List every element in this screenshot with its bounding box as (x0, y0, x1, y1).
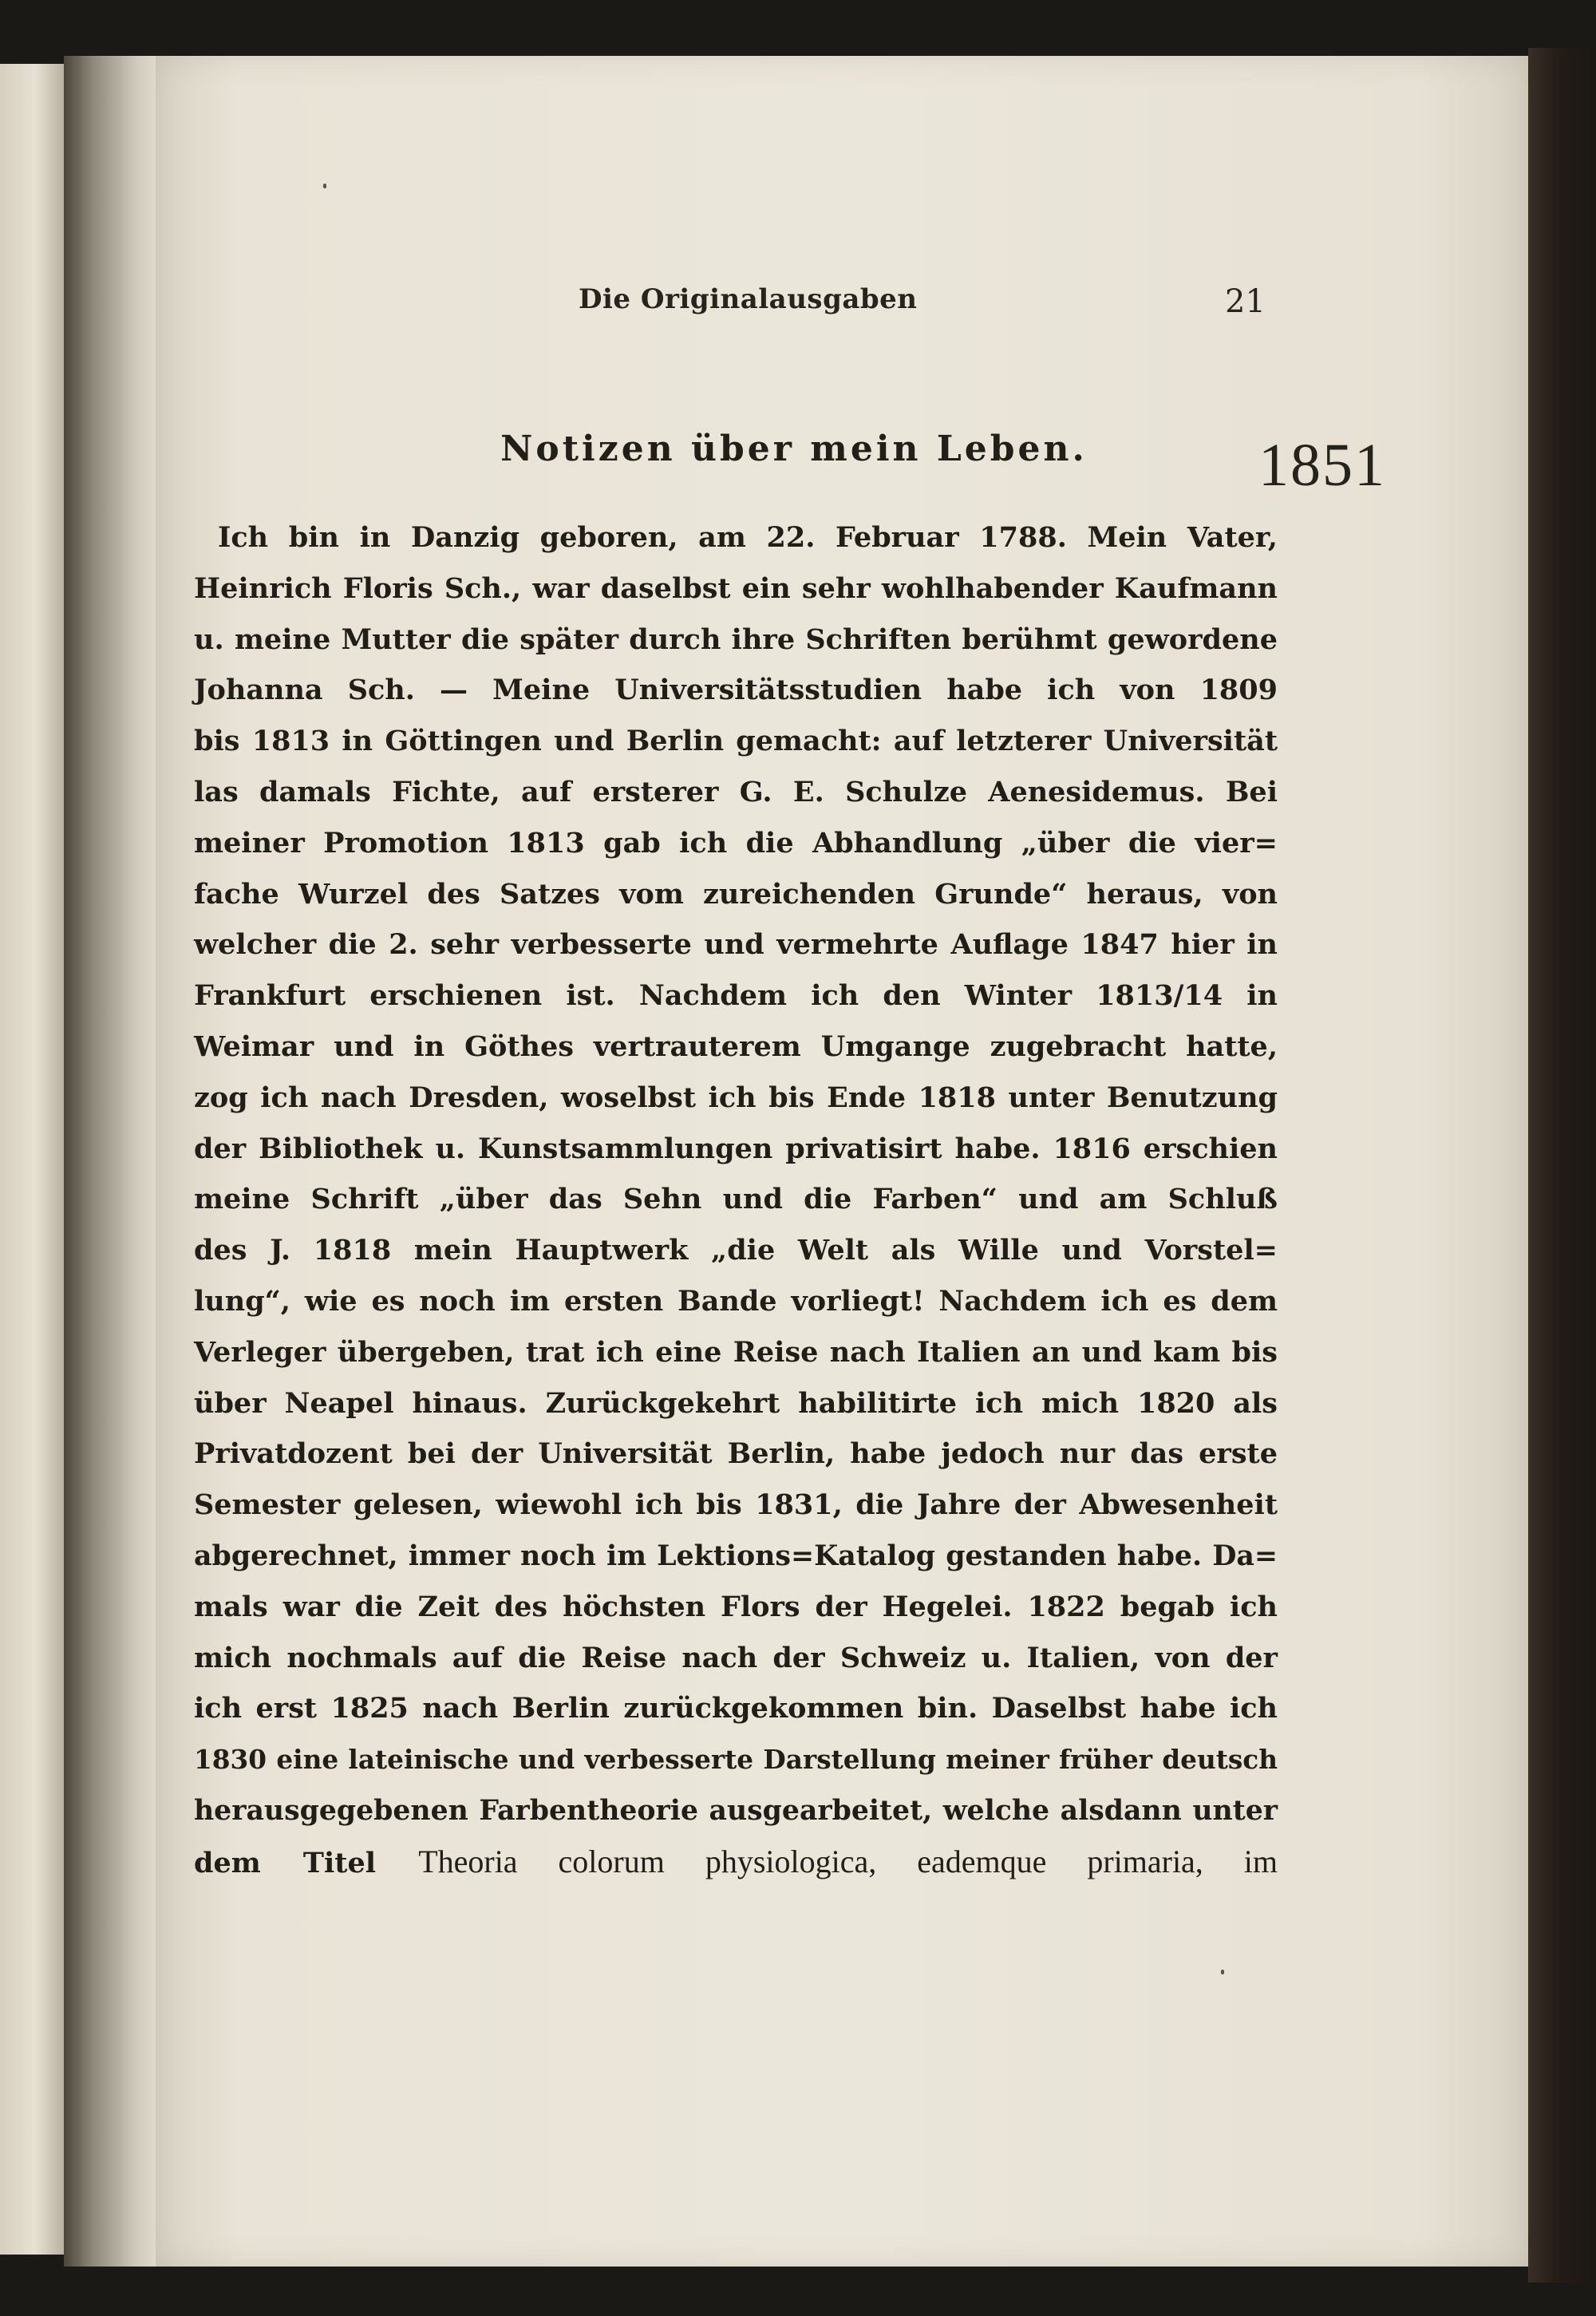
text-line: Johanna Sch. — Meine Universitätsstudien habe ich von 1809 (194, 674, 1278, 707)
body-text (194, 512, 1278, 1887)
text-line: Weimar und in Göthes vertrauterem Umgange zugebracht hatte, (194, 1030, 1278, 1063)
paper-speck (323, 184, 326, 188)
margin-year-note: 1851 (1258, 432, 1386, 499)
text-line: fache Wurzel des Satzes vom zureichenden Grunde“ heraus, von (194, 877, 1278, 911)
text-line: herausgegebenen Farbentheorie ausgearbeitet, welche alsdann unter (194, 1793, 1278, 1827)
text-line: lung“, wie es noch im ersten Bande vorliegt! Nachdem ich es dem (194, 1284, 1278, 1318)
text-line: Verleger übergeben, trat ich eine Reise nach Italien an und kam bis (194, 1335, 1278, 1369)
text-line: zog ich nach Dresden, woselbst ich bis Ende 1818 unter Benutzung (194, 1081, 1278, 1114)
text-line: mich nochmals auf die Reise nach der Schweiz u. Italien, von der (194, 1641, 1278, 1674)
text-line: Semester gelesen, wiewohl ich bis 1831, die Jahre der Abwesenheit (194, 1488, 1278, 1522)
section-title: Notizen über mein Leben. (500, 429, 1088, 469)
paper-speck (1221, 1970, 1224, 1974)
text-line-last (194, 1836, 1278, 1887)
left-page-edge (0, 64, 64, 2255)
text-line: bis 1813 in Göttingen und Berlin gemacht: auf letzterer Universität (194, 725, 1278, 758)
book-page (156, 56, 1528, 2267)
text-line: Frankfurt erschienen ist. Nachdem ich den Winter 1813/14 in (194, 979, 1278, 1013)
book-gutter (64, 56, 160, 2267)
text-line: Heinrich Floris Sch., war daselbst ein sehr wohlhabender Kaufmann (194, 571, 1278, 605)
text-line: Ich bin in Danzig geboren, am 22. Februar 1788. Mein Vater, (218, 521, 1278, 554)
latin-title-text: Theoria colorum physiologica, eademque primaria, im (418, 1843, 1278, 1879)
text-line: las damals Fichte, auf ersterer G. E. Schulze Aenesidemus. Bei (194, 775, 1278, 808)
text-line: mals war die Zeit des höchsten Flors der Hegelei. 1822 begab ich (194, 1590, 1278, 1623)
running-title: Die Originalausgaben (579, 283, 918, 315)
text-line: u. meine Mutter die später durch ihre Schriften berühmt gewordene (194, 622, 1278, 656)
text-line-start: dem Titel (194, 1846, 377, 1879)
text-line: Privatdozent bei der Universität Berlin, habe jedoch nur das erste (194, 1437, 1278, 1471)
text-line: der Bibliothek u. Kunstsammlungen privatisirt habe. 1816 erschien (194, 1132, 1278, 1165)
text-line: 1830 eine lateinische und verbesserte Darstellung meiner früher deutsch (194, 1744, 1278, 1776)
text-line: meine Schrift „über das Sehn und die Farben“ und am Schluß (194, 1183, 1278, 1216)
book-cover-edge (1528, 48, 1596, 2282)
text-line: ich erst 1825 nach Berlin zurückgekommen bin. Daselbst habe ich (194, 1692, 1278, 1725)
text-line: über Neapel hinaus. Zurückgekehrt habilitirte ich mich 1820 als (194, 1386, 1278, 1420)
text-line: welcher die 2. sehr verbesserte und vermehrte Auflage 1847 hier in (194, 928, 1278, 962)
text-line: abgerechnet, immer noch im Lektions=Katalog gestanden habe. Da= (194, 1539, 1278, 1572)
text-line: des J. 1818 mein Hauptwerk „die Welt als Wille und Vorstel= (194, 1234, 1278, 1267)
text-line: meiner Promotion 1813 gab ich die Abhandlung „über die vier= (194, 826, 1278, 860)
page-number: 21 (1225, 283, 1266, 320)
